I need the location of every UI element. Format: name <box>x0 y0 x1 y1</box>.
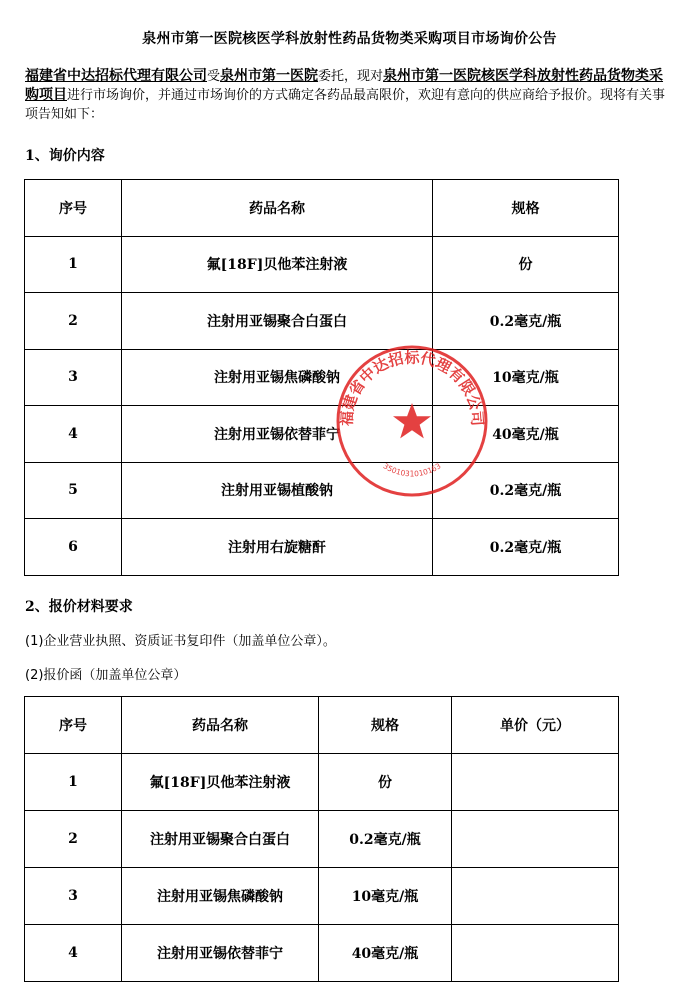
cell-spec: 0.2毫克/瓶 <box>433 519 619 576</box>
cell-drug-name: 注射用亚锡依替菲宁 <box>122 406 433 463</box>
cell-drug-name: 氟[18F]贝他苯注射液 <box>122 236 433 293</box>
agency-name: 福建省中达招标代理有限公司 <box>25 68 207 84</box>
cell-drug-name: 注射用亚锡聚合白蛋白 <box>122 811 319 868</box>
cell-index: 3 <box>25 868 122 925</box>
table-row <box>25 811 619 868</box>
table-header-row <box>25 697 619 754</box>
cell-drug-name: 注射用亚锡焦磷酸钠 <box>122 349 433 406</box>
page-title: 泉州市第一医院核医学科放射性药品货物类采购项目市场询价公告 <box>142 31 557 47</box>
svg-text:3501031010163: 3501031010163 <box>381 461 443 479</box>
cell-index: 1 <box>25 236 122 293</box>
intro-text-3: 进行市场询价，并通过市场询价的方式确定各药品最高限价，欢迎有意向的供应商给予报价。现将有关事项告知如下： <box>25 88 666 122</box>
cell-spec: 10毫克/瓶 <box>433 349 619 406</box>
cell-drug-name: 注射用亚锡焦磷酸钠 <box>122 868 319 925</box>
section1-heading: 1、询价内容 <box>25 148 105 164</box>
cell-unit-price[interactable] <box>452 811 619 868</box>
cell-drug-name: 注射用亚锡植酸钠 <box>122 462 433 519</box>
requirement-item-1: (1)企业营业执照、资质证书复印件（加盖单位公章）。 <box>25 634 336 649</box>
table-row <box>25 462 619 519</box>
cell-spec: 40毫克/瓶 <box>319 925 452 982</box>
table-header-row <box>25 180 619 237</box>
cell-spec: 40毫克/瓶 <box>433 406 619 463</box>
cell-spec: 10毫克/瓶 <box>319 868 452 925</box>
table-row <box>25 868 619 925</box>
svg-text:福建省中达招标代理有限公司: 福建省中达招标代理有限公司 <box>337 348 487 427</box>
cell-spec: 0.2毫克/瓶 <box>433 293 619 350</box>
requirement-item-2: (2)报价函（加盖单位公章） <box>25 668 187 683</box>
header-index: 序号 <box>25 180 122 237</box>
cell-drug-name: 注射用右旋糖酐 <box>122 519 433 576</box>
cell-unit-price[interactable] <box>452 925 619 982</box>
cell-spec: 份 <box>433 236 619 293</box>
quotation-table <box>24 696 619 982</box>
cell-index: 5 <box>25 462 122 519</box>
header-spec: 规格 <box>433 180 619 237</box>
cell-unit-price[interactable] <box>452 868 619 925</box>
cell-index: 2 <box>25 811 122 868</box>
cell-index: 3 <box>25 349 122 406</box>
section2-heading: 2、报价材料要求 <box>25 599 133 615</box>
table-row <box>25 519 619 576</box>
intro-text-2: 委托，现对 <box>318 69 384 84</box>
project-name: 泉州市第一医院核医学科放射性药品货物类采购项目 <box>25 68 664 103</box>
header-spec: 规格 <box>319 697 452 754</box>
cell-spec: 份 <box>319 754 452 811</box>
cell-index: 2 <box>25 293 122 350</box>
header-index: 序号 <box>25 697 122 754</box>
table-row <box>25 925 619 982</box>
intro-text-1: 受 <box>207 69 221 84</box>
table-row <box>25 754 619 811</box>
table-row <box>25 406 619 463</box>
table-row <box>25 349 619 406</box>
table-row <box>25 236 619 293</box>
cell-index: 6 <box>25 519 122 576</box>
client-name: 泉州市第一医院 <box>220 68 319 84</box>
intro-paragraph <box>25 67 677 124</box>
cell-index: 4 <box>25 406 122 463</box>
header-drug-name: 药品名称 <box>122 697 319 754</box>
inquiry-table <box>24 179 619 576</box>
header-unit-price: 单价（元） <box>452 697 619 754</box>
cell-unit-price[interactable] <box>452 754 619 811</box>
cell-drug-name: 注射用亚锡聚合白蛋白 <box>122 293 433 350</box>
cell-drug-name: 注射用亚锡依替菲宁 <box>122 925 319 982</box>
cell-spec: 0.2毫克/瓶 <box>433 462 619 519</box>
cell-index: 4 <box>25 925 122 982</box>
table-row <box>25 293 619 350</box>
cell-index: 1 <box>25 754 122 811</box>
header-drug-name: 药品名称 <box>122 180 433 237</box>
cell-spec: 0.2毫克/瓶 <box>319 811 452 868</box>
cell-drug-name: 氟[18F]贝他苯注射液 <box>122 754 319 811</box>
